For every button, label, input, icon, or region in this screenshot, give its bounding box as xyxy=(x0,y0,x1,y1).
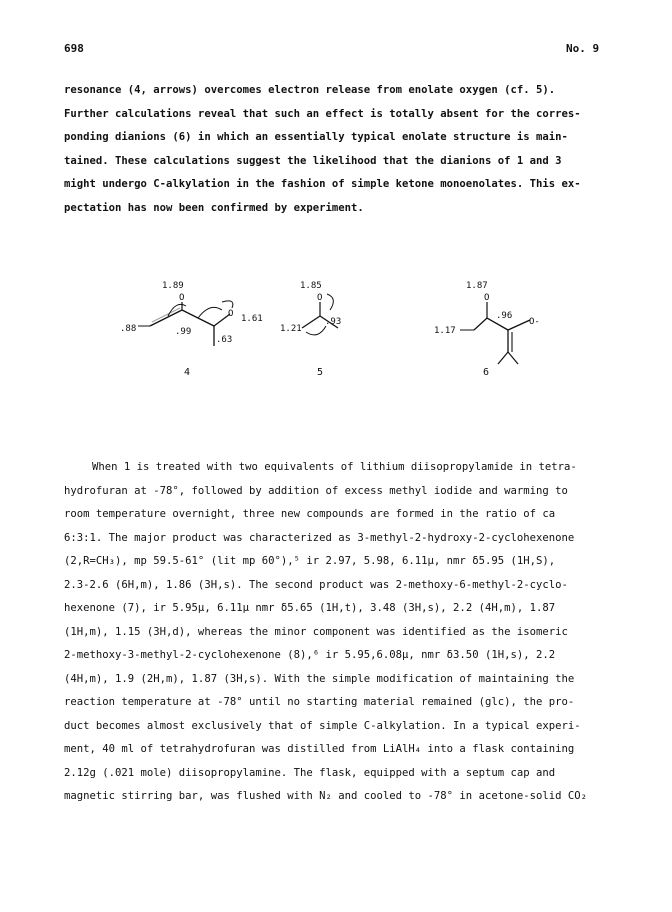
page-number: 698 xyxy=(64,42,84,55)
s4-c-mid: .99 xyxy=(175,327,192,337)
text-line: ment, 40 ml of tetrahydrofuran was distilled from LiAlH₄ into a flask containing xyxy=(64,743,575,755)
s5-c-left: 1.21 xyxy=(280,324,302,334)
text-line: ponding dianions (6) in which an essentially typical enolate structure is main- xyxy=(64,131,568,144)
s4-c-left: .88 xyxy=(120,324,137,334)
paragraph-1 xyxy=(64,79,581,221)
s4-c-right: .63 xyxy=(216,335,233,345)
s6-o-charge: 1.87 xyxy=(466,281,488,291)
s4-o-right: 1.61 xyxy=(241,314,263,324)
text-line: (1H,m), 1.15 (3H,d), whereas the minor component was identified as the isomeric xyxy=(64,625,568,638)
text-line: reaction temperature at -78° until no starting material remained (glc), the pro- xyxy=(64,696,575,708)
issue-number: No. 9 xyxy=(566,42,600,55)
s6-c-mid: .96 xyxy=(496,311,513,321)
text-line: hexenone (7), ir 5.95μ, 6.11μ nmr δ5.65 (1H,t), 3.48 (3H,s), 2.2 (4H,m), 1.87 xyxy=(64,602,556,614)
s5-c-mid: .93 xyxy=(325,317,342,327)
text-line: 2.3-2.6 (6H,m), 1.86 (3H,s). The second product was 2-methoxy-6-methyl-2-cyclo- xyxy=(64,578,568,591)
text-line: magnetic stirring bar, was flushed with N₂ and cooled to -78° in acetone-solid CO₂ xyxy=(64,790,587,802)
text-line: (2,R=CH₃), mp 59.5-61° (lit mp 60°),⁵ ir 2.97, 5.98, 6.11μ, nmr δ5.95 (1H,S), xyxy=(64,555,556,567)
text-line: might undergo C-alkylation in the fashion of simple ketone monoenolates. This ex- xyxy=(64,178,581,191)
s4-label: 4 xyxy=(184,367,191,378)
s5-label: 5 xyxy=(317,367,324,378)
paragraph-2 xyxy=(64,456,587,809)
structure-4 xyxy=(120,281,263,378)
text-line: 6:3:1. The major product was characterized as 3-methyl-2-hydroxy-2-cyclohexenone xyxy=(64,531,575,544)
s4-o-charge: 1.89 xyxy=(162,281,184,291)
text-line: room temperature overnight, three new compounds are formed in the ratio of ca xyxy=(64,508,556,520)
s5-o-atom: O xyxy=(317,293,323,303)
text-line: 2-methoxy-3-methyl-2-cyclohexenone (8),⁶ ir 5.95,6.08μ, nmr δ3.50 (1H,s), 2.2 xyxy=(64,649,556,661)
text-line: (4H,m), 1.9 (2H,m), 1.87 (3H,s). With the simple modification of maintaining the xyxy=(64,672,575,685)
text-line: tained. These calculations suggest the likelihood that the dianions of 1 and 3 xyxy=(64,154,562,167)
s4-o-atom: O xyxy=(179,293,185,303)
text-line: When 1 is treated with two equivalents of lithium diisopropylamide in tetra- xyxy=(92,461,577,473)
s6-o2-atom: O- xyxy=(529,317,540,327)
text-line: duct becomes almost exclusively that of simple C-alkylation. In a typical experi- xyxy=(64,719,581,732)
text-line: resonance (4, arrows) overcomes electron release from enolate oxygen (cf. 5). xyxy=(64,84,556,96)
text-line: pectation has now been confirmed by experiment. xyxy=(64,201,364,214)
text-line: Further calculations reveal that such an effect is totally absent for the corres- xyxy=(64,107,581,120)
structure-5 xyxy=(280,281,341,378)
s4-o2-atom: O xyxy=(228,309,234,319)
s5-o-charge: 1.85 xyxy=(300,281,322,291)
text-line: hydrofuran at -78°, followed by addition of excess methyl iodide and warming to xyxy=(64,484,568,497)
s6-o-atom: O xyxy=(484,293,490,303)
s6-label: 6 xyxy=(483,367,490,378)
charge-structures-figure xyxy=(0,268,672,388)
text-line: 2.12g (.021 mole) diisopropylamine. The flask, equipped with a septum cap and xyxy=(64,766,556,779)
s6-c-left: 1.17 xyxy=(434,326,456,336)
structure-6 xyxy=(434,281,540,378)
